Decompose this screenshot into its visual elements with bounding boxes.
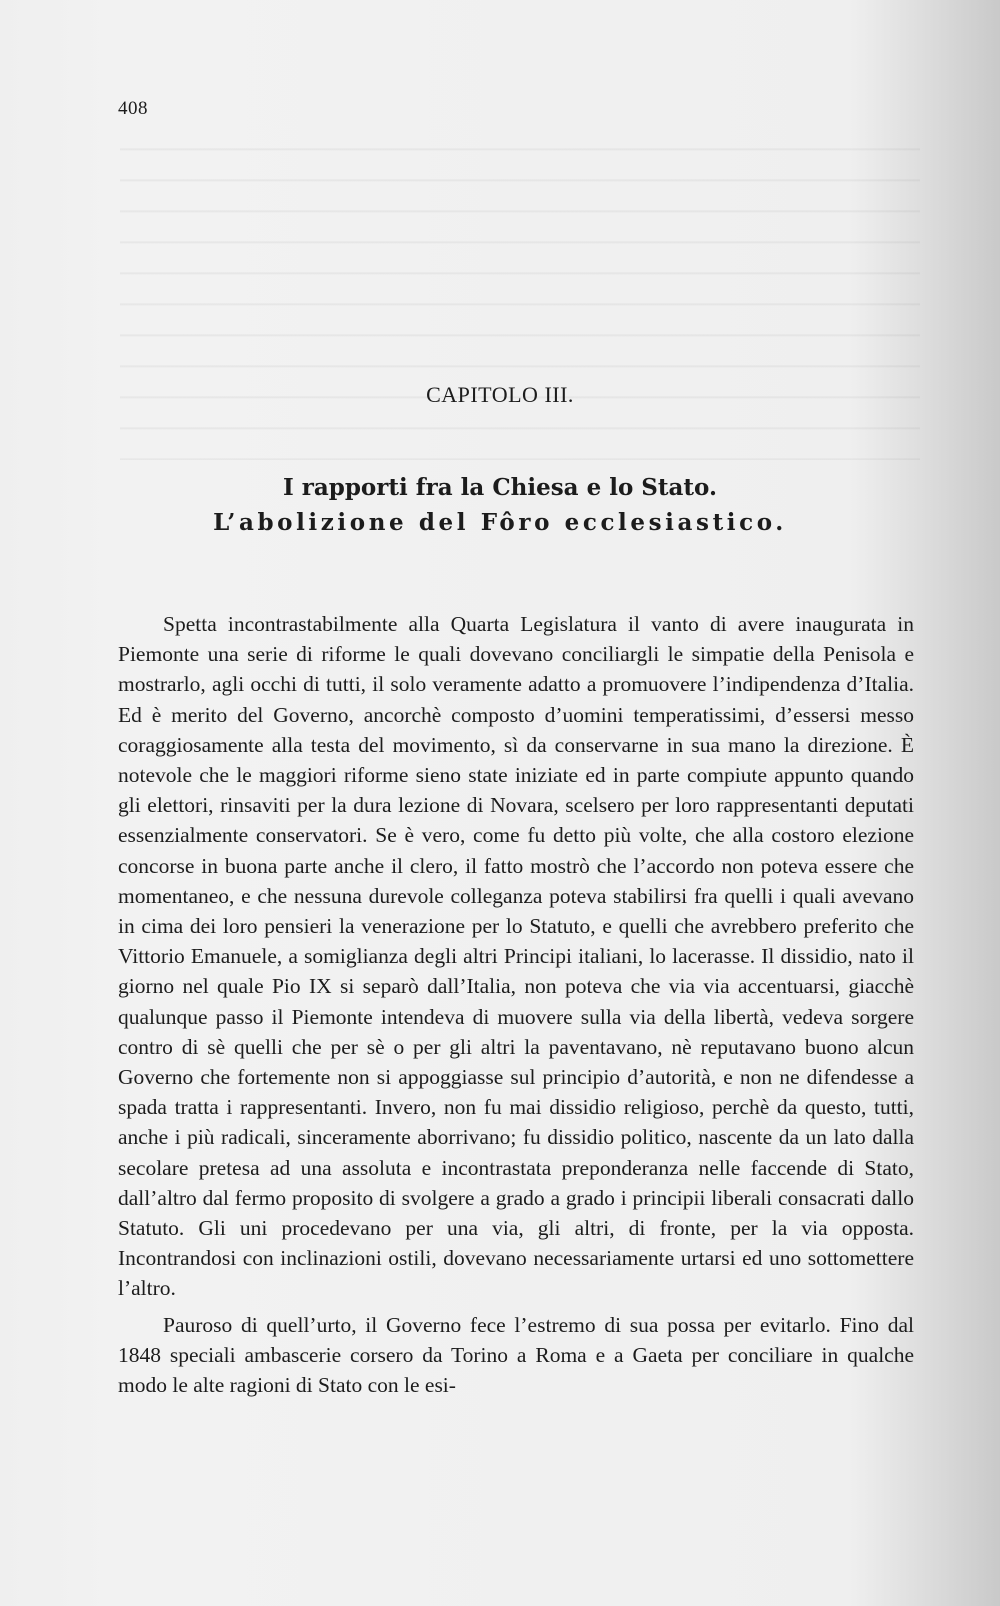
bleed-through-texture — [120, 130, 920, 460]
heading-line-1: I rapporti fra la Chiesa e lo Stato. — [282, 474, 718, 501]
page-number: 408 — [118, 98, 148, 119]
heading-line-2: L’abolizione del Fôro ecclesiastico. — [213, 509, 787, 536]
paragraph: Pauroso di quell’urto, il Governo fece l’estremo di sua possa per evitarlo. Fino dal 1848 speciali ambascerie corsero da Torino a Roma e a Gaeta per conciliare in qualche modo le alte ragioni di Stato con le esi- — [118, 1312, 914, 1398]
chapter-title: CAPITOLO III. — [426, 382, 574, 407]
body-text — [118, 609, 914, 1400]
section-heading — [0, 470, 1000, 540]
paragraph: Spetta incontrastabilmente alla Quarta Legislatura il vanto di avere inaugurata in Piemonte una serie di riforme le quali dovevano conciliargli le simpatie della Penisola e mostrarlo, agli occhi di tutti, il solo veramente adatto a promuovere l’indipendenza d’Italia. Ed è merito del Governo, ancorchè composto d’uomini temperatissimi, d’essersi messo coraggiosamente alla testa del movimento, sì da conservarne in sua mano la direzione. È notevole che le maggiori riforme sieno state iniziate ed in parte compiute appunto quando gli elettori, rinsaviti per la dura lezione di Novara, scelsero per loro rappresentanti deputati essenzialmente conservatori. Se è vero, come fu detto più volte, che alla costoro elezione concorse in buona parte anche il clero, il fatto mostrò che l’accordo non poteva essere che momentaneo, e che nessuna durevole colleganza poteva stabilirsi fra quelli i quali avevano in cima dei loro pensieri la venerazione per lo Statuto, e quelli che avrebbero preferito che Vittorio Emanuele, a somiglianza degli altri Principi italiani, lo lacerasse. Il dissidio, nato il giorno nel quale Pio IX si separò dall’Italia, non poteva che via via accentuarsi, giacchè qualunque passo il Piemonte intendeva di muovere sulla via della libertà, vedeva sorgere contro di sè quelli che per sè o per gli altri la paventavano, nè reputavano buono alcun Governo che fortemente non si appoggiasse sul principio d’autorità, e non ne difendesse a spada tratta i rappresentanti. Invero, non fu mai dissidio religioso, perchè da questo, tutti, anche i più radicali, sinceramente aborrivano; fu dissidio politico, nascente da un lato dalla secolare pretesa ad una assoluta e incontrastata preponderanza nelle faccende di Stato, dall’altro dal fermo proposito di svolgere a grado a grado i principii liberali consacrati dallo Statuto. Gli uni procedevano per una via, gli altri, di fronte, per la via opposta. Incontrandosi con inclinazioni ostili, dovevano necessariamente urtarsi ed uno sottomettere l’altro. — [118, 612, 914, 1301]
